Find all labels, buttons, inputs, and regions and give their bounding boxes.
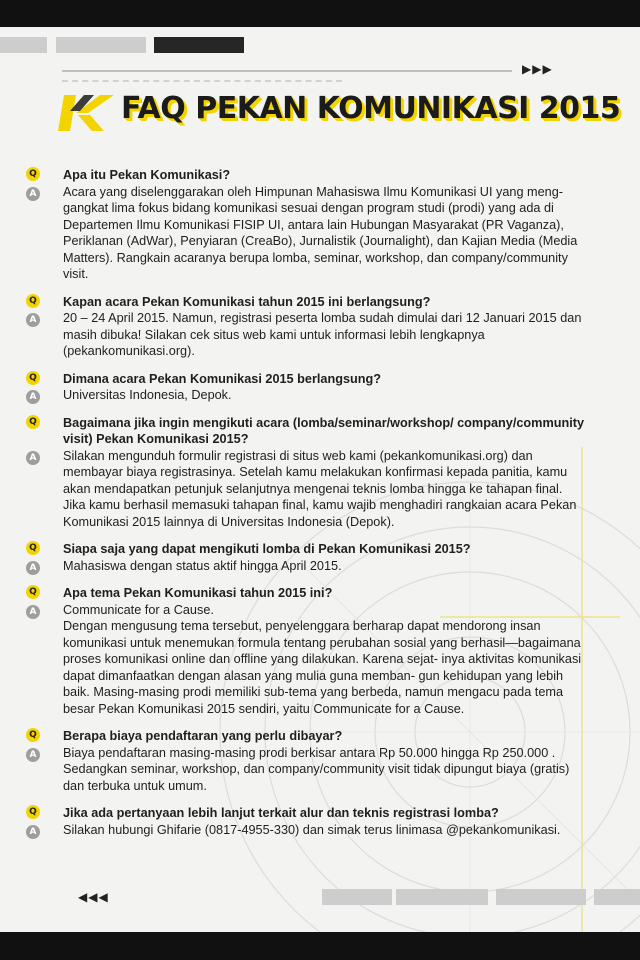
faq-item: [0, 541, 640, 574]
question-text: Berapa biaya pendaftaran yang perlu dibayar?: [63, 729, 343, 743]
bottom-bar-segment: [496, 889, 586, 905]
bottom-bar-segment: [322, 889, 392, 905]
faq-item: [0, 728, 640, 794]
faq-item: [0, 371, 640, 404]
faq-answer: [0, 602, 640, 718]
question-text: Apa tema Pekan Komunikasi tahun 2015 ini?: [63, 586, 333, 600]
top-bar-segment: [0, 37, 47, 53]
faq-question: [0, 805, 640, 822]
faq-question: [0, 167, 640, 184]
answer-text: Silakan mengunduh formulir registrasi di situs web kami (pekankomunikasi.org) dan membayar biaya registrasinya. Setelah kamu melakukan konfirmasi kepada panitia, kamu akan mendapatkan petunjuk selanjutnya mengenai teknis lomba hingga ke tahapan final. Jika kamu berhasil memasuki tahapan final, kamu wajib menghadiri rangkaian acara Pekan Komunikasi 2015 lainnya di Universitas Indonesia (Depok).: [63, 448, 577, 529]
question-badge-icon: Q: [26, 415, 40, 429]
faq-item: [0, 585, 640, 717]
answer-badge-icon: A: [26, 825, 40, 839]
answer-text: Acara yang diselenggarakan oleh Himpunan Mahasiswa Ilmu Komunikasi UI yang meng- gangkat lima fokus bidang komunikasi sesuai dengan program studi (prodi) yang ada di Departemen Ilmu Komunikasi FISIP UI, antara lain Hubungan Masyarakat (PR Vaganza), Periklanan (AdWar), Penyiaran (CreaBo), Jurnalistik (Journalight), dan Kajian Media (Media Matters). Rangkain acaranya berupa lomba, seminar, workshop, dan company/community visit.: [63, 184, 578, 281]
faq-answer: [0, 448, 640, 531]
answer-badge-icon: A: [26, 748, 40, 762]
answer-badge-icon: A: [26, 451, 40, 465]
faq-question: [0, 585, 640, 602]
dashed-divider: [62, 80, 342, 82]
faq-item: [0, 167, 640, 283]
faq-answer: [0, 822, 640, 839]
question-text: Kapan acara Pekan Komunikasi tahun 2015 ini berlangsung?: [63, 294, 431, 309]
question-badge-icon: Q: [26, 294, 40, 308]
answer-badge-icon: A: [26, 313, 40, 327]
bottom-bar-segment: [594, 889, 640, 905]
top-divider: [62, 70, 512, 72]
question-badge-icon: Q: [26, 728, 40, 742]
answer-badge-icon: A: [26, 605, 40, 619]
faq-question: [0, 541, 640, 558]
faq-item: [0, 415, 640, 531]
question-badge-icon: Q: [26, 541, 40, 555]
page-title: FAQ PEKAN KOMUNIKASI 2015: [121, 91, 621, 126]
question-badge-icon: Q: [26, 167, 40, 181]
arrows-right-icon: ▶▶▶: [522, 62, 553, 76]
faq-item: [0, 294, 640, 360]
top-bar-segment: [154, 37, 244, 53]
faq-question: [0, 294, 640, 311]
question-text: Siapa saja yang dapat mengikuti lomba di Pekan Komunikasi 2015?: [63, 542, 471, 556]
answer-text: Mahasiswa dengan status aktif hingga April 2015.: [63, 558, 342, 573]
faq-question: [0, 371, 640, 388]
top-bar-segment: [56, 37, 146, 53]
faq-answer: [0, 745, 640, 795]
question-text: Jika ada pertanyaan lebih lanjut terkait alur dan teknis registrasi lomba?: [63, 806, 499, 820]
faq-answer: [0, 387, 640, 404]
faq-question: [0, 728, 640, 745]
answer-text: Communicate for a Cause.: [63, 602, 214, 617]
answer-badge-icon: A: [26, 390, 40, 404]
arrows-left-icon: ◀◀◀: [78, 890, 109, 904]
question-text: Dimana acara Pekan Komunikasi 2015 berlangsung?: [63, 371, 382, 386]
answer-text: 20 – 24 April 2015. Namun, registrasi peserta lomba sudah dimulai dari 12 Januari 2015 dan masih dibuka! Silakan cek situs web kami untuk informasi lebih lengkapnya (pekankomunikasi.org).: [63, 311, 582, 358]
question-badge-icon: Q: [26, 371, 40, 385]
faq-item: [0, 805, 640, 838]
question-text: Bagaimana jika ingin mengikuti acara (lomba/seminar/workshop/ company/community visit) Pekan Komunikasi 2015?: [63, 415, 585, 446]
question-badge-icon: Q: [26, 585, 40, 599]
answer-text: Universitas Indonesia, Depok.: [63, 388, 232, 402]
answer-badge-icon: A: [26, 561, 40, 575]
faq-answer: [0, 558, 640, 575]
faq-poster: [0, 27, 640, 932]
bottom-bar-segment: [396, 889, 488, 905]
faq-answer: [0, 310, 640, 360]
answer-text: Silakan hubungi Ghifarie (0817-4955-330) dan simak terus linimasa @pekankomunikasi.: [63, 822, 561, 837]
faq-question: [0, 415, 640, 448]
question-badge-icon: Q: [26, 805, 40, 819]
answer-text: Biaya pendaftaran masing-masing prodi berkisar antara Rp 50.000 hingga Rp 250.000 . Sedangkan seminar, workshop, dan company/community visit tidak dipungut biaya (gratis) dan terbuka untuk umum.: [63, 745, 570, 793]
faq-answer: [0, 184, 640, 283]
pk-logo: [56, 93, 114, 133]
faq-list: [0, 167, 640, 849]
question-text: Apa itu Pekan Komunikasi?: [63, 168, 231, 182]
answer-text: Dengan mengusung tema tersebut, penyelenggara berharap dapat mendorong insan komunikasi untuk menemukan formula tentang perubahan sosial yang berhasil—bagaimana proses komunikasi online dan offline yang dilakukan. Karena sejat- inya aktivitas komunikasi dapat dimanfaatkan dengan alasan yang mulia guna memban- gun kehidupan yang lebih baik. Masing-masing prodi memiliki sub-tema yang berbeda, namun mengacu pada tema besar Pekan Komunikasi 2015 sendiri, yaitu Communicate for a Cause.: [63, 619, 582, 716]
answer-badge-icon: A: [26, 187, 40, 201]
